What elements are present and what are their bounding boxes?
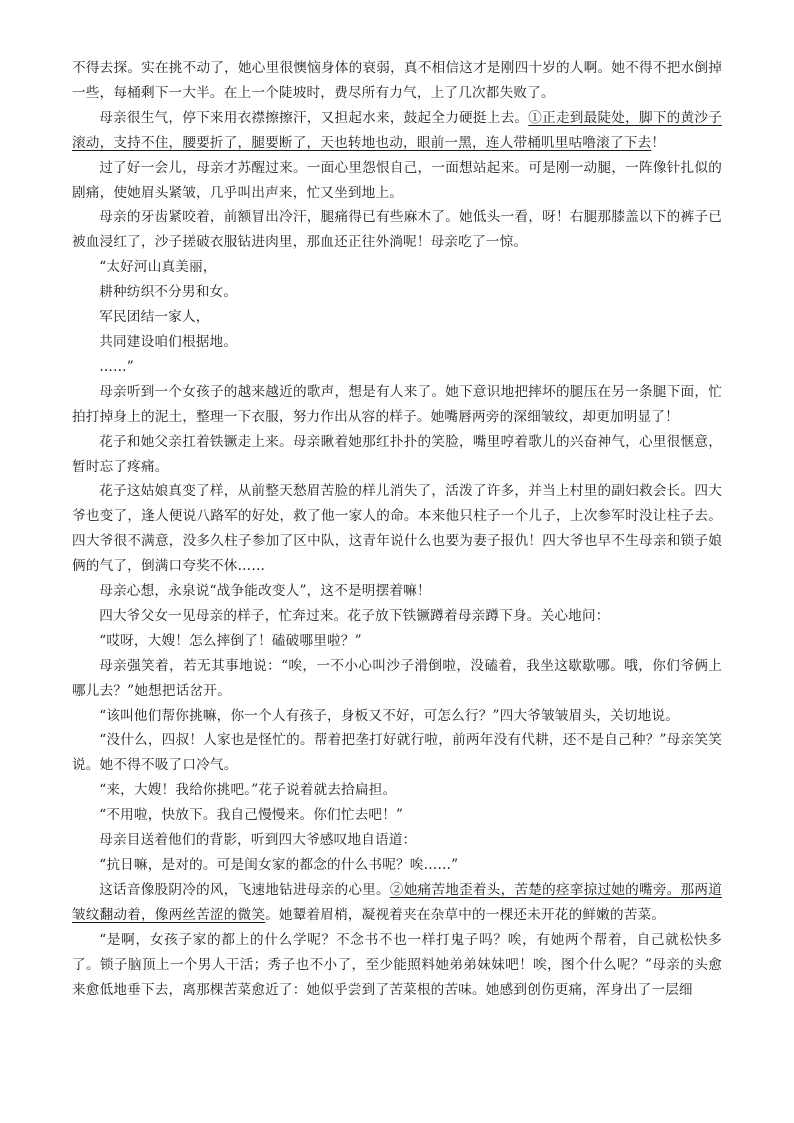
text-run: 不得去探。实在挑不动了，她心里很懊恼身体的衰弱，真不相信这才是刚四十岁的人啊。她不得不把水倒掉一些，每桶剩下一大半。在上一个陡坡时，费尽所有力气，上了几次都失败了。 <box>72 60 722 101</box>
text-run: 母亲很生气，停下来用衣襟擦擦汗，又担起水来，鼓起全力硬挺上去。 <box>99 109 529 126</box>
poem-line: 耕种纺织不分男和女。 <box>99 284 238 301</box>
song-lyrics <box>72 255 722 380</box>
paragraph-p7 <box>72 579 722 604</box>
paragraph-p12 <box>72 728 722 778</box>
text-run: “哎呀，大嫂！怎么摔倒了！磕破哪里啦？” <box>99 632 362 649</box>
text-run: 这话音像股阴冷的风，飞速地钻进母亲的心里。 <box>99 881 390 898</box>
text-run: “来，大嫂！我给你挑吧。”花子说着就去拾扁担。 <box>99 782 397 799</box>
underlined-sentence: ①正走到最陡处，脚下的黄沙子滚动，支持不住，腰要折了，腿要断了，天也转地也动，眼前一黑，连人带桶叽里咕噜滚了下去 <box>72 109 722 151</box>
poem-line: 军民团结一家人， <box>99 309 210 326</box>
text-run: 四大爷父女一见母亲的样子，忙奔过来。花子放下铁镢蹲着母亲蹲下身。关心地问： <box>99 607 610 624</box>
text-run: 花子这姑娘真变了样，从前整天愁眉苦脸的样儿消失了，活泼了许多，并当上村里的副妇救会长。四大爷也变了，逢人便说八路军的好处，救了他一家人的命。本来他只柱子一个儿子，上次参军时没让柱子去。四大爷很不满意，没多久柱子参加了区中队，这青年说什么也要为妻子报仇！四大爷也早不生母亲和锁子娘俩的气了，倒满口夸奖不休…… <box>72 483 722 575</box>
text-run: 母亲强笑着，若无其事地说：“唉，一不小心叫沙子滑倒啦，没磕着，我坐这歇歇哪。哦，你们爷俩上哪儿去？”她想把话岔开。 <box>72 657 722 699</box>
paragraph-p18 <box>72 928 722 1003</box>
paragraph-p1 <box>72 106 722 156</box>
paragraph-p2 <box>72 156 722 206</box>
paragraph-p14 <box>72 803 722 828</box>
text-run: 母亲心想，永泉说“战争能改变人”，这不是明摆着嘛！ <box>99 583 431 600</box>
paragraph-p17 <box>72 878 722 928</box>
underlined-sentence: ②她痛苦地歪着头，苦楚的痉挛掠过她的嘴旁。那两道皱纹翻动着，像两丝苦涩的微笑 <box>72 881 722 923</box>
paragraph-p6 <box>72 479 722 579</box>
document-page <box>72 56 722 1002</box>
poem-line: “太好河山真美丽， <box>99 259 217 276</box>
text-run: 母亲目送着他们的背影，听到四大爷感叹地自语道： <box>99 832 417 849</box>
text-run: “不用啦，快放下。我自己慢慢来。你们忙去吧！” <box>99 807 404 824</box>
paragraph-p5 <box>72 430 722 480</box>
paragraph-p10 <box>72 654 722 704</box>
text-run: “该叫他们帮你挑嘛，你一个人有孩子，身板又不好，可怎么行？”四大爷皱皱眉头，关切地说。 <box>99 707 680 724</box>
text-run: “没什么，四叔！人家也是怪忙的。帮着把垄打好就行啦，前两年没有代耕，还不是自己种？”母亲笑笑说。她不得不吸了口冷气。 <box>72 732 722 774</box>
text-run: “是啊，女孩子家的都上的什么学呢？不念书不也一样打鬼子吗？唉，有她两个帮着，自己就松快多了。锁子脑顶上一个男人干活；秀子也不小了，至少能照料她弟弟妹妹吧！唉，图个什么呢？”母亲的头愈来愈低地垂下去，离那棵苦菜愈近了：她似乎尝到了苦菜根的苦味。她感到创伤更痛，浑身出了一层细 <box>72 931 722 998</box>
paragraph-p13 <box>72 778 722 803</box>
paragraph-p16 <box>72 853 722 878</box>
text-run: 母亲的牙齿紧咬着，前额冒出冷汗，腿痛得已有些麻木了。她低头一看，呀！右腿那膝盖以下的裤子已被血浸红了，沙子搓破衣服钻进肉里，那血还正往外淌呢！母亲吃了一惊。 <box>72 209 722 251</box>
paragraph-p15 <box>72 828 722 853</box>
text-run: ！ <box>651 134 666 151</box>
text-run: 过了好一会儿，母亲才苏醒过来。一面心里怨恨自己，一面想站起来。可是刚一动腿，一阵像针扎似的剧痛，使她眉头紧皱，几乎叫出声来，忙又坐到地上。 <box>72 159 722 201</box>
poem-line: 共同建设咱们根据地。 <box>99 333 238 350</box>
paragraph-p0 <box>72 56 722 106</box>
paragraph-p8 <box>72 604 722 629</box>
text-run: 母亲听到一个女孩子的越来越近的歌声，想是有人来了。她下意识地把摔坏的腿压在另一条腿下面，忙拍打掉身上的泥土，整理一下衣服，努力作出从容的样子。她嘴唇两旁的深细皱纹，却更加明显了！ <box>72 383 722 425</box>
text-section-before-poem <box>72 56 722 255</box>
paragraph-p4 <box>72 380 722 430</box>
text-run: 花子和她父亲扛着铁镢走上来。母亲瞅着她那红扑扑的笑脸，嘴里哼着歌儿的兴奋神气，心里很惬意，暂时忘了疼痛。 <box>72 433 722 475</box>
paragraph-p3 <box>72 205 722 255</box>
paragraph-p9 <box>72 629 722 654</box>
poem-line: ……” <box>99 358 134 375</box>
text-section-after-poem <box>72 380 722 1003</box>
paragraph-p11 <box>72 704 722 729</box>
text-run: “抗日嘛，是对的。可是闺女家的都念的什么书呢？唉……” <box>99 857 459 873</box>
text-run: 。她颦着眉梢，凝视着夹在杂草中的一棵还未开花的鲜嫩的苦菜。 <box>265 906 666 923</box>
